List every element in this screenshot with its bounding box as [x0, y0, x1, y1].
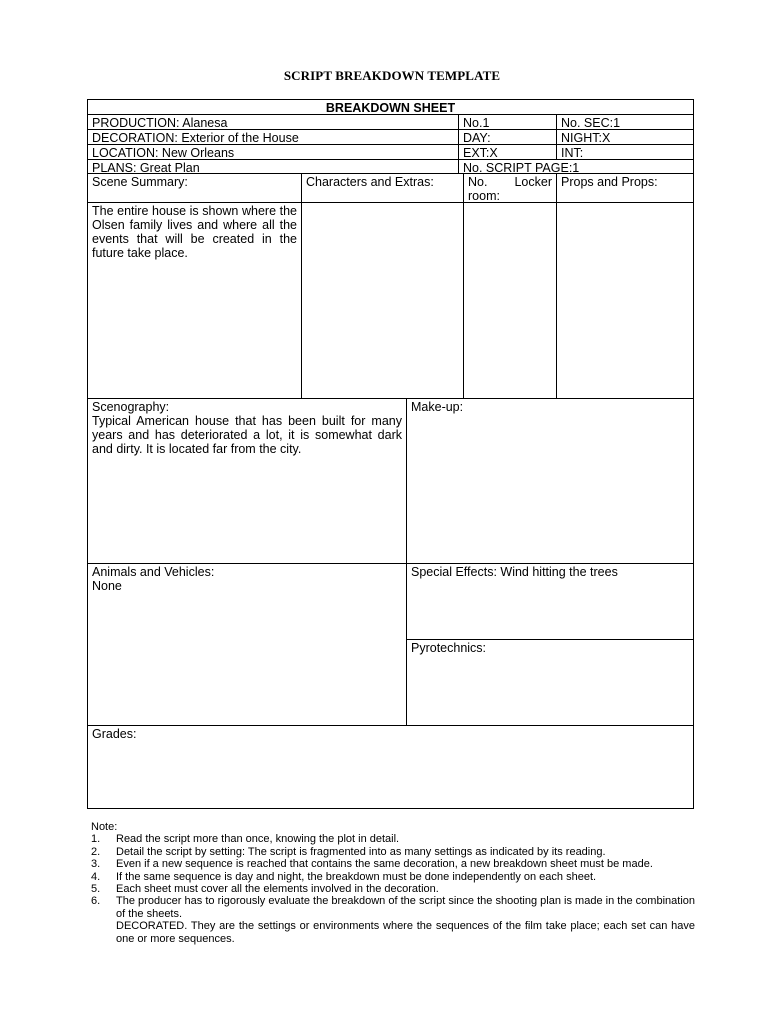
- note-item: [91, 846, 695, 858]
- note-decorated: DECORATED. They are the settings or environments where the sequences of the film take place; each set can have one or more sequences.: [116, 920, 695, 945]
- locker-word: Locker: [514, 175, 552, 189]
- makeup-cell: [406, 398, 693, 563]
- pyrotechnics-cell: [406, 639, 693, 725]
- note-number: 5.: [91, 883, 101, 896]
- note-number: 1.: [91, 833, 101, 846]
- note-text: Read the script more than once, knowing the plot in detail.: [116, 833, 400, 846]
- script-page-field: No. SCRIPT PAGE:1: [458, 159, 693, 173]
- production-field: PRODUCTION: Alanesa: [88, 114, 458, 129]
- plans-field: PLANS: Great Plan: [88, 159, 458, 173]
- day-field: DAY:: [458, 129, 556, 144]
- note-text: Even if a new sequence is reached that contains the same decoration, a new breakdown sheet must be made.: [116, 858, 653, 871]
- makeup-label: Make-up:: [411, 400, 464, 414]
- locker-room-label: [463, 173, 556, 202]
- scenography-cell: [88, 398, 406, 563]
- note-item: [91, 895, 695, 920]
- notes-label: Note:: [91, 821, 118, 833]
- special-effects-cell: [406, 563, 693, 639]
- note-text: Each sheet must cover all the elements involved in the decoration.: [116, 883, 439, 896]
- note-item: [91, 833, 695, 845]
- note-number: 6.: [91, 895, 101, 908]
- animals-cell: [88, 563, 406, 725]
- note-text: Detail the script by setting: The script is fragmented into as many settings as indicated by its reading.: [116, 845, 606, 858]
- scenography-label: Scenography:: [92, 400, 170, 414]
- number-field: No.1: [458, 114, 556, 129]
- characters-label: Characters and Extras:: [301, 173, 463, 202]
- note-item: [91, 871, 695, 883]
- location-field: LOCATION: New Orleans: [88, 144, 458, 159]
- animals-label: Animals and Vehicles:: [92, 565, 215, 579]
- note-item: [91, 883, 695, 895]
- scene-summary-label: Scene Summary:: [88, 173, 301, 202]
- notes-section: [91, 821, 695, 945]
- note-text: If the same sequence is day and night, the breakdown must be done independently on each sheet.: [116, 870, 597, 883]
- scene-summary-text: The entire house is shown where the Olsen family lives and where all the events that will be created in the future take place.: [88, 202, 301, 398]
- locker-room-word: room:: [468, 189, 500, 203]
- note-text: The producer has to rigorously evaluate the breakdown of the script since the shooting plan is made in the combination of the sheets.: [116, 895, 695, 920]
- props-cell: [556, 202, 693, 398]
- sec-field: No. SEC:1: [556, 114, 693, 129]
- int-field: INT:: [556, 144, 693, 159]
- characters-cell: [301, 202, 463, 398]
- breakdown-sheet: [87, 99, 694, 809]
- props-label: Props and Props:: [556, 173, 693, 202]
- animals-text: None: [92, 579, 122, 593]
- grades-cell: [88, 725, 693, 808]
- pyrotechnics-label: Pyrotechnics:: [411, 641, 487, 655]
- decoration-field: DECORATION: Exterior of the House: [88, 129, 458, 144]
- scenography-text: Typical American house that has been built for many years and has deteriorated a lot, it is somewhat dark and dirty. It is located far from the city.: [92, 414, 402, 456]
- note-number: 3.: [91, 858, 101, 871]
- night-field: NIGHT:X: [556, 129, 693, 144]
- special-effects-text: Special Effects: Wind hitting the trees: [411, 565, 618, 579]
- note-number: 4.: [91, 870, 101, 883]
- sheet-heading: BREAKDOWN SHEET: [325, 101, 456, 115]
- note-number: 2.: [91, 845, 101, 858]
- note-item: [91, 858, 695, 870]
- document-title: SCRIPT BREAKDOWN TEMPLATE: [283, 68, 501, 83]
- locker-room-cell: [463, 202, 556, 398]
- grades-label: Grades:: [92, 727, 137, 741]
- ext-field: EXT:X: [458, 144, 556, 159]
- locker-no: No.: [468, 175, 488, 189]
